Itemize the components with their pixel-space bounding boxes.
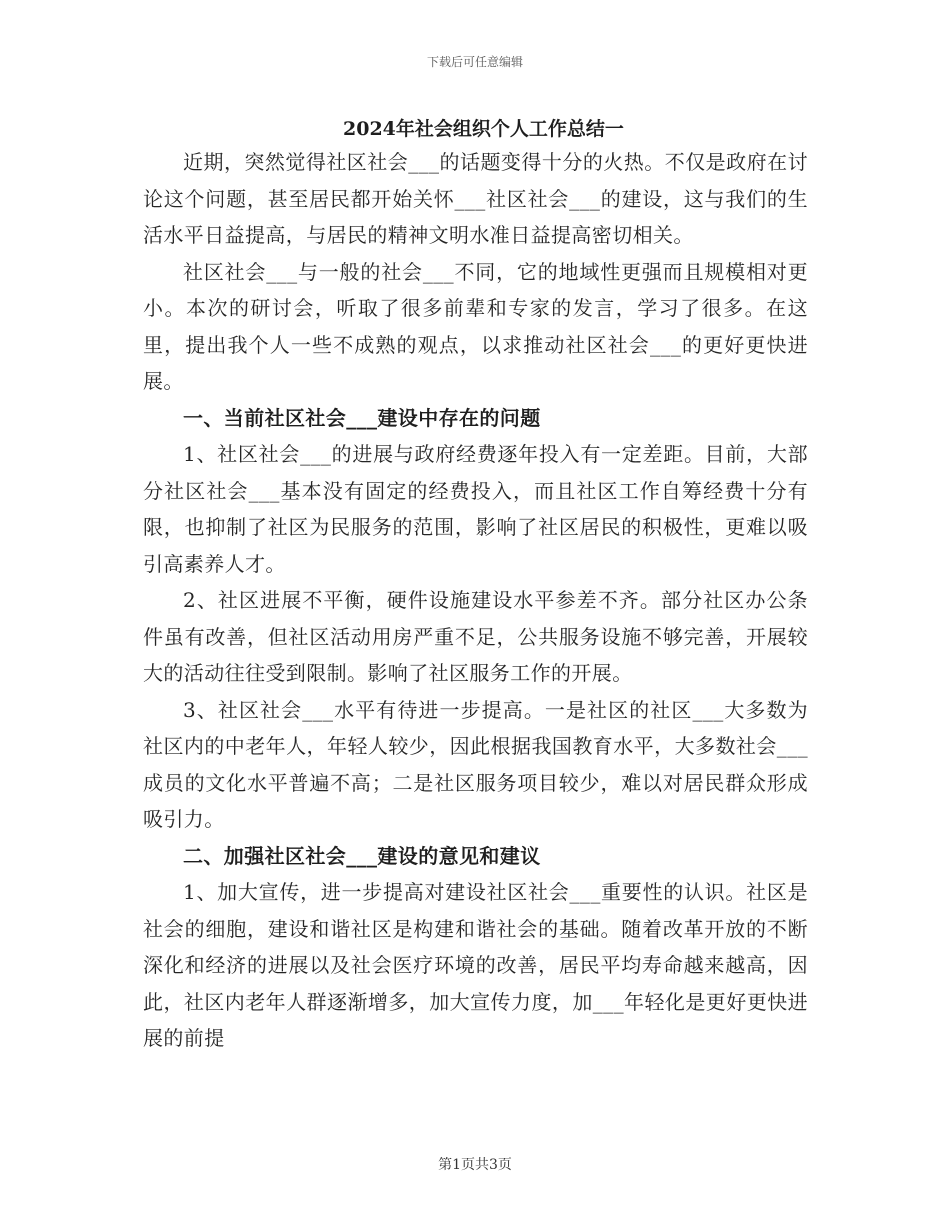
section-heading-suggestions: 二、加强社区社会___建设的意见和建议 (183, 843, 541, 868)
intro-paragraph-1: 近期，突然觉得社区社会___的话题变得十分的火热。不仅是政府在讨论这个问题，甚至居民都开始关怀___社区社会___的建设，这与我们的生活水平日益提高，与居民的精神文明水准日益提高密切相关。 (143, 150, 808, 247)
intro-paragraph-2: 社区社会___与一般的社会___不同，它的地域性更强而且规模相对更小。本次的研讨会，听取了很多前辈和专家的发言，学习了很多。在这里，提出我个人一些不成熟的观点，以求推动社区社会___的更好更快进展。 (143, 259, 808, 393)
problem-paragraph-1: 1、社区社会___的进展与政府经费逐年投入有一定差距。目前，大部分社区社会___基本没有固定的经费投入，而且社区工作自筹经费十分有限，也抑制了社区为民服务的范围，影响了社区居民的积极性，更难以吸引高素养人才。 (143, 442, 808, 576)
problem-paragraph-3: 3、社区社会___水平有待进一步提高。一是社区的社区___大多数为社区内的中老年人，年轻人较少，因此根据我国教育水平，大多数社会___成员的文化水平普遍不高；二是社区服务项目较少，难以对居民群众形成吸引力。 (143, 697, 808, 831)
problem-paragraph-2: 2、社区进展不平衡，硬件设施建设水平参差不齐。部分社区办公条件虽有改善，但社区活动用房严重不足，公共服务设施不够完善，开展较大的活动往往受到限制。影响了社区服务工作的开展。 (143, 588, 808, 685)
page-indicator: 第1页共3页 (438, 1157, 512, 1173)
header-note: 下载后可任意编辑 (426, 55, 523, 69)
section-heading-problems: 一、当前社区社会___建设中存在的问题 (183, 405, 541, 430)
document-title: 2024年社会组织个人工作总结一 (343, 118, 624, 140)
document-body (143, 114, 808, 1057)
suggestion-paragraph-1: 1、加大宣传，进一步提高对建设社区社会___重要性的认识。社区是社会的细胞，建设和谐社区是构建和谐社会的基础。随着改革开放的不断深化和经济的进展以及社会医疗环境的改善，居民平均寿命越来越高，因此，社区内老年人群逐渐增多，加大宣传力度，加___年轻化是更好更快进展的前提 (143, 880, 808, 1050)
